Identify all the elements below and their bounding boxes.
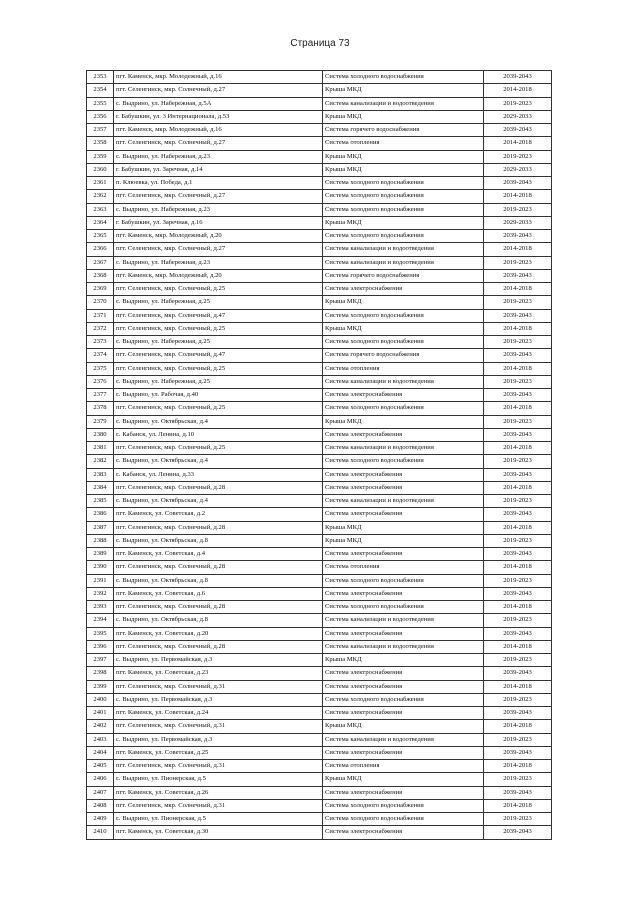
address-cell: с. Выдрино, ул. Набережная, д.5А (114, 97, 323, 110)
system-cell: Система канализации и водоотведения (323, 442, 484, 455)
row-number: 2403 (87, 733, 114, 746)
system-cell: Крыша МКД (323, 110, 484, 123)
table-row (87, 495, 552, 508)
row-number: 2376 (87, 375, 114, 388)
address-cell: пгт. Селенгинск, мкр. Солнечный, д.28 (114, 481, 323, 494)
system-cell: Система холодного водоснабжения (323, 693, 484, 706)
system-cell: Крыша МКД (323, 322, 484, 335)
address-cell: с. Выдрино, ул. Пионерская, д.5 (114, 813, 323, 826)
row-number: 2399 (87, 680, 114, 693)
row-number: 2368 (87, 269, 114, 282)
table-row (87, 84, 552, 97)
period-cell: 2014-2018 (484, 760, 552, 773)
period-cell: 2014-2018 (484, 521, 552, 534)
address-cell: с. Выдрино, ул. Набережная, д.25 (114, 296, 323, 309)
page-title: Страница 73 (290, 38, 350, 49)
period-cell: 2039-2043 (484, 349, 552, 362)
row-number: 2356 (87, 110, 114, 123)
period-cell: 2019-2023 (484, 614, 552, 627)
period-cell: 2019-2023 (484, 97, 552, 110)
row-number: 2410 (87, 826, 114, 839)
system-cell: Система электроснабжения (323, 680, 484, 693)
system-cell: Крыша МКД (323, 415, 484, 428)
period-cell: 2039-2043 (484, 124, 552, 137)
address-cell: пгт. Каменск, ул. Советская, д.4 (114, 548, 323, 561)
period-cell: 2039-2043 (484, 627, 552, 640)
system-cell: Система электроснабжения (323, 508, 484, 521)
system-cell: Крыша МКД (323, 296, 484, 309)
period-cell: 2039-2043 (484, 428, 552, 441)
system-cell: Система канализации и водоотведения (323, 614, 484, 627)
row-number: 2385 (87, 495, 114, 508)
table-row (87, 680, 552, 693)
period-cell: 2019-2023 (484, 256, 552, 269)
row-number: 2378 (87, 402, 114, 415)
address-cell: пгт. Селенгинск, мкр. Солнечный, д.27 (114, 243, 323, 256)
table-row (87, 587, 552, 600)
row-number: 2365 (87, 230, 114, 243)
table-row (87, 548, 552, 561)
system-cell: Система холодного водоснабжения (323, 601, 484, 614)
address-cell: пгт. Селенгинск, мкр. Солнечный, д.31 (114, 680, 323, 693)
period-cell: 2039-2043 (484, 177, 552, 190)
system-cell: Система отопления (323, 561, 484, 574)
row-number: 2388 (87, 534, 114, 547)
system-cell: Система электроснабжения (323, 707, 484, 720)
table-row (87, 375, 552, 388)
address-cell: пгт. Селенгинск, мкр. Солнечный, д.28 (114, 640, 323, 653)
system-cell: Система канализации и водоотведения (323, 375, 484, 388)
table-row (87, 428, 552, 441)
system-cell: Система холодного водоснабжения (323, 336, 484, 349)
system-cell: Крыша МКД (323, 534, 484, 547)
period-cell: 2014-2018 (484, 442, 552, 455)
address-cell: пгт. Селенгинск, мкр. Солнечный, д.47 (114, 309, 323, 322)
system-cell: Система холодного водоснабжения (323, 230, 484, 243)
period-cell: 2039-2043 (484, 746, 552, 759)
row-number: 2369 (87, 283, 114, 296)
address-cell: пгт. Селенгинск, мкр. Солнечный, д.31 (114, 799, 323, 812)
period-cell: 2039-2043 (484, 230, 552, 243)
period-cell: 2019-2023 (484, 574, 552, 587)
row-number: 2357 (87, 124, 114, 137)
address-cell: п. Клюевка, ул. Победа, д.1 (114, 177, 323, 190)
period-cell: 2039-2043 (484, 707, 552, 720)
address-cell: пгт. Селенгинск, мкр. Солнечный, д.25 (114, 442, 323, 455)
system-cell: Система электроснабжения (323, 389, 484, 402)
row-number: 2371 (87, 309, 114, 322)
table-row (87, 468, 552, 481)
table-row (87, 746, 552, 759)
table-row (87, 640, 552, 653)
system-cell: Система электроснабжения (323, 428, 484, 441)
period-cell: 2014-2018 (484, 561, 552, 574)
period-cell: 2019-2023 (484, 693, 552, 706)
table-row (87, 137, 552, 150)
address-cell: с. Выдрино, ул. Первомайская, д.3 (114, 733, 323, 746)
period-cell: 2014-2018 (484, 720, 552, 733)
row-number: 2362 (87, 190, 114, 203)
address-cell: с. Выдрино, ул. Октябрьская, д.4 (114, 455, 323, 468)
row-number: 2361 (87, 177, 114, 190)
address-cell: пгт. Селенгинск, мкр. Солнечный, д.25 (114, 283, 323, 296)
row-number: 2395 (87, 627, 114, 640)
address-cell: пгт. Селенгинск, мкр. Солнечный, д.27 (114, 84, 323, 97)
row-number: 2382 (87, 455, 114, 468)
address-cell: пгт. Каменск, ул. Советская, д.25 (114, 746, 323, 759)
period-cell: 2039-2043 (484, 667, 552, 680)
row-number: 2400 (87, 693, 114, 706)
system-cell: Крыша МКД (323, 521, 484, 534)
period-cell: 2039-2043 (484, 468, 552, 481)
row-number: 2364 (87, 216, 114, 229)
address-cell: пгт. Селенгинск, мкр. Солнечный, д.25 (114, 362, 323, 375)
row-number: 2374 (87, 349, 114, 362)
row-number: 2408 (87, 799, 114, 812)
table-row (87, 309, 552, 322)
address-cell: с. Выдрино, ул. Первомайская, д.3 (114, 654, 323, 667)
table-row (87, 230, 552, 243)
system-cell: Система холодного водоснабжения (323, 574, 484, 587)
system-cell: Система канализации и водоотведения (323, 640, 484, 653)
row-number: 2355 (87, 97, 114, 110)
address-cell: с. Выдрино, ул. Пионерская, д.5 (114, 773, 323, 786)
period-cell: 2014-2018 (484, 283, 552, 296)
row-number: 2407 (87, 786, 114, 799)
table-row (87, 693, 552, 706)
row-number: 2397 (87, 654, 114, 667)
row-number: 2377 (87, 389, 114, 402)
address-cell: пгт. Селенгинск, мкр. Солнечный, д.28 (114, 521, 323, 534)
address-cell: с. Выдрино, ул. Набережная, д.23 (114, 150, 323, 163)
row-number: 2392 (87, 587, 114, 600)
address-cell: пгт. Селенгинск, мкр. Солнечный, д.47 (114, 349, 323, 362)
register-table-body (87, 71, 552, 840)
system-cell: Система канализации и водоотведения (323, 733, 484, 746)
system-cell: Система электроснабжения (323, 746, 484, 759)
table-row (87, 521, 552, 534)
period-cell: 2014-2018 (484, 680, 552, 693)
row-number: 2358 (87, 137, 114, 150)
address-cell: пгт. Селенгинск, мкр. Солнечный, д.28 (114, 601, 323, 614)
period-cell: 2014-2018 (484, 481, 552, 494)
address-cell: пгт. Селенгинск, мкр. Солнечный, д.27 (114, 137, 323, 150)
address-cell: г. Бабушкин, ул. Заречная, д.16 (114, 216, 323, 229)
row-number: 2354 (87, 84, 114, 97)
row-number: 2405 (87, 760, 114, 773)
table-row (87, 760, 552, 773)
table-row (87, 799, 552, 812)
row-number: 2390 (87, 561, 114, 574)
table-row (87, 362, 552, 375)
row-number: 2379 (87, 415, 114, 428)
system-cell: Система холодного водоснабжения (323, 455, 484, 468)
system-cell: Крыша МКД (323, 720, 484, 733)
period-cell: 2029-2033 (484, 216, 552, 229)
row-number: 2387 (87, 521, 114, 534)
system-cell: Система электроснабжения (323, 468, 484, 481)
address-cell: пгт. Селенгинск, мкр. Солнечный, д.25 (114, 322, 323, 335)
system-cell: Система электроснабжения (323, 587, 484, 600)
address-cell: пгт. Каменск, ул. Советская, д.6 (114, 587, 323, 600)
period-cell: 2014-2018 (484, 190, 552, 203)
table-row (87, 163, 552, 176)
table-row (87, 190, 552, 203)
address-cell: пгт. Селенгинск, мкр. Солнечный, д.31 (114, 760, 323, 773)
table-row (87, 296, 552, 309)
table-row (87, 574, 552, 587)
period-cell: 2019-2023 (484, 375, 552, 388)
address-cell: пгт. Каменск, ул. Советская, д.23 (114, 667, 323, 680)
system-cell: Система канализации и водоотведения (323, 256, 484, 269)
address-cell: с. Выдрино, ул. Набережная, д.23 (114, 256, 323, 269)
row-number: 2380 (87, 428, 114, 441)
row-number: 2353 (87, 71, 114, 84)
row-number: 2396 (87, 640, 114, 653)
address-cell: с. Выдрино, ул. Октябрьская, д.8 (114, 574, 323, 587)
table-row (87, 773, 552, 786)
row-number: 2393 (87, 601, 114, 614)
system-cell: Крыша МКД (323, 163, 484, 176)
system-cell: Система отопления (323, 760, 484, 773)
address-cell: пгт. Селенгинск, мкр. Солнечный, д.28 (114, 561, 323, 574)
table-row (87, 601, 552, 614)
address-cell: с. Выдрино, ул. Октябрьская, д.8 (114, 614, 323, 627)
table-row (87, 124, 552, 137)
period-cell: 2014-2018 (484, 362, 552, 375)
table-row (87, 627, 552, 640)
system-cell: Система холодного водоснабжения (323, 402, 484, 415)
system-cell: Система холодного водоснабжения (323, 309, 484, 322)
address-cell: с. Выдрино, ул. Октябрьская, д.4 (114, 415, 323, 428)
table-row (87, 667, 552, 680)
period-cell: 2039-2043 (484, 309, 552, 322)
table-row (87, 707, 552, 720)
row-number: 2383 (87, 468, 114, 481)
address-cell: пгт. Каменск, ул. Советская, д.30 (114, 826, 323, 839)
system-cell: Система холодного водоснабжения (323, 203, 484, 216)
period-cell: 2019-2023 (484, 773, 552, 786)
period-cell: 2039-2043 (484, 508, 552, 521)
row-number: 2409 (87, 813, 114, 826)
period-cell: 2019-2023 (484, 813, 552, 826)
table-row (87, 826, 552, 839)
row-number: 2398 (87, 667, 114, 680)
table-row (87, 455, 552, 468)
system-cell: Система холодного водоснабжения (323, 177, 484, 190)
address-cell: г. Бабушкин, ул. 3 Интернационала, д.53 (114, 110, 323, 123)
row-number: 2402 (87, 720, 114, 733)
address-cell: пгт. Каменск, ул. Советская, д.20 (114, 627, 323, 640)
period-cell: 2014-2018 (484, 84, 552, 97)
address-cell: с. Кабанск, ул. Ленина, д.33 (114, 468, 323, 481)
system-cell: Система электроснабжения (323, 481, 484, 494)
table-row (87, 216, 552, 229)
address-cell: с. Кабанск, ул. Ленина, д.10 (114, 428, 323, 441)
system-cell: Крыша МКД (323, 773, 484, 786)
table-row (87, 203, 552, 216)
row-number: 2367 (87, 256, 114, 269)
table-row (87, 720, 552, 733)
row-number: 2359 (87, 150, 114, 163)
table-row (87, 322, 552, 335)
period-cell: 2019-2023 (484, 150, 552, 163)
period-cell: 2019-2023 (484, 336, 552, 349)
period-cell: 2019-2023 (484, 654, 552, 667)
system-cell: Система канализации и водоотведения (323, 97, 484, 110)
period-cell: 2039-2043 (484, 269, 552, 282)
system-cell: Система канализации и водоотведения (323, 243, 484, 256)
address-cell: пгт. Каменск, ул. Советская, д.2 (114, 508, 323, 521)
table-row (87, 336, 552, 349)
row-number: 2404 (87, 746, 114, 759)
period-cell: 2039-2043 (484, 826, 552, 839)
address-cell: с. Выдрино, ул. Набережная, д.25 (114, 336, 323, 349)
row-number: 2360 (87, 163, 114, 176)
address-cell: с. Выдрино, ул. Первомайская, д.3 (114, 693, 323, 706)
period-cell: 2014-2018 (484, 243, 552, 256)
system-cell: Система отопления (323, 137, 484, 150)
system-cell: Система электроснабжения (323, 667, 484, 680)
address-cell: с. Выдрино, ул. Рабочая, д.40 (114, 389, 323, 402)
period-cell: 2019-2023 (484, 203, 552, 216)
system-cell: Система электроснабжения (323, 283, 484, 296)
system-cell: Крыша МКД (323, 216, 484, 229)
system-cell: Система холодного водоснабжения (323, 813, 484, 826)
table-row (87, 243, 552, 256)
table-row (87, 561, 552, 574)
table-row (87, 733, 552, 746)
address-cell: пгт. Каменск, мкр. Молодежный, д.16 (114, 124, 323, 137)
row-number: 2370 (87, 296, 114, 309)
system-cell: Крыша МКД (323, 654, 484, 667)
period-cell: 2014-2018 (484, 640, 552, 653)
row-number: 2373 (87, 336, 114, 349)
table-row (87, 349, 552, 362)
period-cell: 2019-2023 (484, 415, 552, 428)
period-cell: 2014-2018 (484, 322, 552, 335)
address-cell: с. Выдрино, ул. Октябрьская, д.8 (114, 534, 323, 547)
table-row (87, 415, 552, 428)
table-row (87, 402, 552, 415)
system-cell: Система горячего водоснабжения (323, 349, 484, 362)
period-cell: 2019-2023 (484, 534, 552, 547)
table-row (87, 481, 552, 494)
row-number: 2394 (87, 614, 114, 627)
period-cell: 2019-2023 (484, 733, 552, 746)
table-row (87, 534, 552, 547)
system-cell: Крыша МКД (323, 150, 484, 163)
table-row (87, 786, 552, 799)
period-cell: 2039-2043 (484, 389, 552, 402)
table-row (87, 71, 552, 84)
system-cell: Система электроснабжения (323, 627, 484, 640)
row-number: 2401 (87, 707, 114, 720)
period-cell: 2014-2018 (484, 601, 552, 614)
table-row (87, 177, 552, 190)
table-row (87, 654, 552, 667)
table-row (87, 256, 552, 269)
row-number: 2389 (87, 548, 114, 561)
row-number: 2381 (87, 442, 114, 455)
system-cell: Система электроснабжения (323, 548, 484, 561)
address-cell: с. Выдрино, ул. Октябрьская, д.4 (114, 495, 323, 508)
address-cell: с. Выдрино, ул. Набережная, д.23 (114, 203, 323, 216)
address-cell: пгт. Каменск, мкр. Молодежный, д.20 (114, 230, 323, 243)
table-row (87, 283, 552, 296)
system-cell: Система холодного водоснабжения (323, 190, 484, 203)
system-cell: Система электроснабжения (323, 786, 484, 799)
table-row (87, 389, 552, 402)
address-cell: пгт. Каменск, мкр. Молодежный, д.16 (114, 71, 323, 84)
table-row (87, 269, 552, 282)
system-cell: Система горячего водоснабжения (323, 269, 484, 282)
period-cell: 2014-2018 (484, 402, 552, 415)
system-cell: Крыша МКД (323, 84, 484, 97)
row-number: 2375 (87, 362, 114, 375)
address-cell: пгт. Каменск, ул. Советская, д.24 (114, 707, 323, 720)
period-cell: 2029-2033 (484, 110, 552, 123)
table-row (87, 614, 552, 627)
address-cell: пгт. Селенгинск, мкр. Солнечный, д.31 (114, 720, 323, 733)
row-number: 2384 (87, 481, 114, 494)
row-number: 2366 (87, 243, 114, 256)
period-cell: 2029-2033 (484, 163, 552, 176)
period-cell: 2019-2023 (484, 495, 552, 508)
period-cell: 2014-2018 (484, 137, 552, 150)
address-cell: пгт. Каменск, ул. Советская, д.26 (114, 786, 323, 799)
register-table (86, 70, 552, 840)
period-cell: 2039-2043 (484, 786, 552, 799)
period-cell: 2014-2018 (484, 799, 552, 812)
address-cell: пгт. Селенгинск, мкр. Солнечный, д.25 (114, 402, 323, 415)
table-row (87, 97, 552, 110)
system-cell: Система холодного водоснабжения (323, 71, 484, 84)
row-number: 2406 (87, 773, 114, 786)
row-number: 2363 (87, 203, 114, 216)
address-cell: пгт. Каменск, мкр. Молодежный, д.20 (114, 269, 323, 282)
system-cell: Система холодного водоснабжения (323, 799, 484, 812)
table-row (87, 110, 552, 123)
row-number: 2391 (87, 574, 114, 587)
system-cell: Система электроснабжения (323, 826, 484, 839)
period-cell: 2019-2023 (484, 296, 552, 309)
table-row (87, 813, 552, 826)
period-cell: 2019-2023 (484, 455, 552, 468)
address-cell: г. Бабушкин, ул. Заречная, д.14 (114, 163, 323, 176)
table-row (87, 442, 552, 455)
period-cell: 2039-2043 (484, 548, 552, 561)
system-cell: Система отопления (323, 362, 484, 375)
address-cell: пгт. Селенгинск, мкр. Солнечный, д.27 (114, 190, 323, 203)
address-cell: с. Выдрино, ул. Набережная, д.25 (114, 375, 323, 388)
row-number: 2372 (87, 322, 114, 335)
table-row (87, 150, 552, 163)
system-cell: Система канализации и водоотведения (323, 495, 484, 508)
period-cell: 2039-2043 (484, 71, 552, 84)
period-cell: 2039-2043 (484, 587, 552, 600)
row-number: 2386 (87, 508, 114, 521)
table-row (87, 508, 552, 521)
system-cell: Система горячего водоснабжения (323, 124, 484, 137)
